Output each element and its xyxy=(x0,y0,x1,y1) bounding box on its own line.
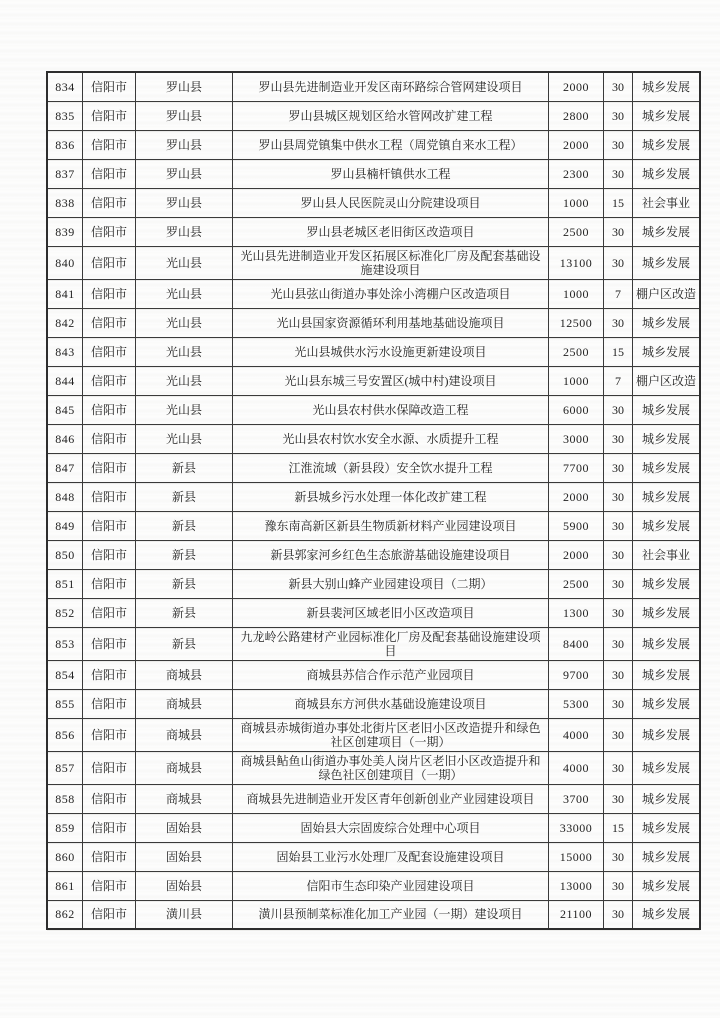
city-cell: 信阳市 xyxy=(83,813,136,842)
table-row xyxy=(47,337,700,366)
amount-cell: 5900 xyxy=(549,511,604,540)
project-cell: 罗山县人民医院灵山分院建设项目 xyxy=(233,188,549,217)
amount-cell: 5300 xyxy=(549,689,604,718)
city-cell: 信阳市 xyxy=(83,246,136,279)
county-cell: 罗山县 xyxy=(136,130,233,159)
county-cell: 商城县 xyxy=(136,784,233,813)
percent-cell: 30 xyxy=(604,482,633,511)
seq-cell: 835 xyxy=(47,101,83,130)
county-cell: 新县 xyxy=(136,598,233,627)
county-cell: 光山县 xyxy=(136,246,233,279)
county-cell: 罗山县 xyxy=(136,101,233,130)
percent-cell: 15 xyxy=(604,337,633,366)
table-row xyxy=(47,627,700,660)
category-cell: 城乡发展 xyxy=(633,72,701,101)
city-cell: 信阳市 xyxy=(83,72,136,101)
seq-cell: 855 xyxy=(47,689,83,718)
table-row xyxy=(47,279,700,308)
category-cell: 城乡发展 xyxy=(633,569,701,598)
city-cell: 信阳市 xyxy=(83,540,136,569)
county-cell: 罗山县 xyxy=(136,188,233,217)
amount-cell: 2300 xyxy=(549,159,604,188)
city-cell: 信阳市 xyxy=(83,784,136,813)
project-cell: 罗山县城区规划区给水管网改扩建工程 xyxy=(233,101,549,130)
project-cell: 新县大别山蜂产业园建设项目（二期） xyxy=(233,569,549,598)
amount-cell: 33000 xyxy=(549,813,604,842)
percent-cell: 30 xyxy=(604,395,633,424)
table-row xyxy=(47,308,700,337)
category-cell: 城乡发展 xyxy=(633,482,701,511)
amount-cell: 13000 xyxy=(549,871,604,900)
category-cell: 城乡发展 xyxy=(633,130,701,159)
table-row xyxy=(47,424,700,453)
amount-cell: 2000 xyxy=(549,540,604,569)
category-cell: 城乡发展 xyxy=(633,308,701,337)
project-cell: 光山县农村饮水安全水源、水质提升工程 xyxy=(233,424,549,453)
county-cell: 新县 xyxy=(136,453,233,482)
city-cell: 信阳市 xyxy=(83,308,136,337)
project-cell: 潢川县预制菜标准化加工产业园（一期）建设项目 xyxy=(233,900,549,929)
category-cell: 社会事业 xyxy=(633,188,701,217)
category-cell: 城乡发展 xyxy=(633,751,701,784)
amount-cell: 1000 xyxy=(549,279,604,308)
percent-cell: 30 xyxy=(604,308,633,337)
city-cell: 信阳市 xyxy=(83,598,136,627)
percent-cell: 30 xyxy=(604,689,633,718)
category-cell: 城乡发展 xyxy=(633,159,701,188)
project-cell: 罗山县周党镇集中供水工程（周党镇自来水工程） xyxy=(233,130,549,159)
amount-cell: 9700 xyxy=(549,660,604,689)
table-row xyxy=(47,813,700,842)
percent-cell: 7 xyxy=(604,366,633,395)
percent-cell: 30 xyxy=(604,246,633,279)
project-cell: 商城县东方河供水基础设施建设项目 xyxy=(233,689,549,718)
seq-cell: 836 xyxy=(47,130,83,159)
project-cell: 九龙岭公路建材产业园标准化厂房及配套基础设施建设项目 xyxy=(233,627,549,660)
project-cell: 罗山县楠杆镇供水工程 xyxy=(233,159,549,188)
percent-cell: 30 xyxy=(604,540,633,569)
city-cell: 信阳市 xyxy=(83,627,136,660)
seq-cell: 845 xyxy=(47,395,83,424)
category-cell: 城乡发展 xyxy=(633,424,701,453)
seq-cell: 859 xyxy=(47,813,83,842)
category-cell: 城乡发展 xyxy=(633,660,701,689)
amount-cell: 6000 xyxy=(549,395,604,424)
seq-cell: 854 xyxy=(47,660,83,689)
percent-cell: 7 xyxy=(604,279,633,308)
seq-cell: 848 xyxy=(47,482,83,511)
percent-cell: 30 xyxy=(604,871,633,900)
county-cell: 光山县 xyxy=(136,424,233,453)
seq-cell: 842 xyxy=(47,308,83,337)
city-cell: 信阳市 xyxy=(83,217,136,246)
percent-cell: 30 xyxy=(604,718,633,751)
county-cell: 新县 xyxy=(136,511,233,540)
project-list-table xyxy=(46,71,701,930)
amount-cell: 1000 xyxy=(549,188,604,217)
amount-cell: 21100 xyxy=(549,900,604,929)
county-cell: 光山县 xyxy=(136,337,233,366)
amount-cell: 2500 xyxy=(549,569,604,598)
project-cell: 光山县城供水污水设施更新建设项目 xyxy=(233,337,549,366)
percent-cell: 30 xyxy=(604,751,633,784)
table-row xyxy=(47,395,700,424)
category-cell: 棚户区改造 xyxy=(633,279,701,308)
city-cell: 信阳市 xyxy=(83,660,136,689)
category-cell: 城乡发展 xyxy=(633,871,701,900)
percent-cell: 30 xyxy=(604,453,633,482)
project-cell: 罗山县老城区老旧街区改造项目 xyxy=(233,217,549,246)
project-cell: 信阳市生态印染产业园建设项目 xyxy=(233,871,549,900)
percent-cell: 30 xyxy=(604,660,633,689)
percent-cell: 30 xyxy=(604,217,633,246)
seq-cell: 849 xyxy=(47,511,83,540)
percent-cell: 30 xyxy=(604,627,633,660)
category-cell: 城乡发展 xyxy=(633,784,701,813)
county-cell: 商城县 xyxy=(136,689,233,718)
percent-cell: 30 xyxy=(604,900,633,929)
percent-cell: 30 xyxy=(604,511,633,540)
county-cell: 新县 xyxy=(136,482,233,511)
table-row xyxy=(47,72,700,101)
table-row xyxy=(47,689,700,718)
city-cell: 信阳市 xyxy=(83,751,136,784)
county-cell: 商城县 xyxy=(136,718,233,751)
category-cell: 城乡发展 xyxy=(633,718,701,751)
percent-cell: 30 xyxy=(604,569,633,598)
seq-cell: 838 xyxy=(47,188,83,217)
category-cell: 城乡发展 xyxy=(633,101,701,130)
county-cell: 光山县 xyxy=(136,308,233,337)
project-cell: 光山县国家资源循环利用基地基础设施项目 xyxy=(233,308,549,337)
county-cell: 罗山县 xyxy=(136,159,233,188)
seq-cell: 857 xyxy=(47,751,83,784)
percent-cell: 30 xyxy=(604,130,633,159)
seq-cell: 839 xyxy=(47,217,83,246)
city-cell: 信阳市 xyxy=(83,424,136,453)
seq-cell: 858 xyxy=(47,784,83,813)
table-row xyxy=(47,751,700,784)
table-row xyxy=(47,660,700,689)
project-cell: 固始县工业污水处理厂及配套设施建设项目 xyxy=(233,842,549,871)
project-list-table-body xyxy=(47,72,700,929)
amount-cell: 3700 xyxy=(549,784,604,813)
category-cell: 城乡发展 xyxy=(633,246,701,279)
amount-cell: 3000 xyxy=(549,424,604,453)
table-row xyxy=(47,217,700,246)
project-cell: 豫东南高新区新县生物质新材料产业园建设项目 xyxy=(233,511,549,540)
city-cell: 信阳市 xyxy=(83,482,136,511)
city-cell: 信阳市 xyxy=(83,130,136,159)
project-cell: 江淮流域（新县段）安全饮水提升工程 xyxy=(233,453,549,482)
percent-cell: 15 xyxy=(604,813,633,842)
county-cell: 固始县 xyxy=(136,842,233,871)
seq-cell: 834 xyxy=(47,72,83,101)
seq-cell: 840 xyxy=(47,246,83,279)
seq-cell: 852 xyxy=(47,598,83,627)
project-cell: 商城县苏信合作示范产业园项目 xyxy=(233,660,549,689)
amount-cell: 2800 xyxy=(549,101,604,130)
city-cell: 信阳市 xyxy=(83,453,136,482)
county-cell: 潢川县 xyxy=(136,900,233,929)
category-cell: 城乡发展 xyxy=(633,598,701,627)
project-cell: 新县裴河区域老旧小区改造项目 xyxy=(233,598,549,627)
category-cell: 城乡发展 xyxy=(633,842,701,871)
county-cell: 光山县 xyxy=(136,366,233,395)
table-row xyxy=(47,718,700,751)
project-cell: 光山县弦山街道办事处涂小湾棚户区改造项目 xyxy=(233,279,549,308)
category-cell: 城乡发展 xyxy=(633,453,701,482)
percent-cell: 15 xyxy=(604,188,633,217)
percent-cell: 30 xyxy=(604,72,633,101)
project-cell: 新县城乡污水处理一体化改扩建工程 xyxy=(233,482,549,511)
percent-cell: 30 xyxy=(604,424,633,453)
city-cell: 信阳市 xyxy=(83,689,136,718)
project-cell: 商城县先进制造业开发区青年创新创业产业园建设项目 xyxy=(233,784,549,813)
table-row xyxy=(47,130,700,159)
seq-cell: 860 xyxy=(47,842,83,871)
category-cell: 城乡发展 xyxy=(633,217,701,246)
amount-cell: 7700 xyxy=(549,453,604,482)
seq-cell: 844 xyxy=(47,366,83,395)
amount-cell: 1000 xyxy=(549,366,604,395)
county-cell: 光山县 xyxy=(136,279,233,308)
city-cell: 信阳市 xyxy=(83,159,136,188)
project-cell: 新县郭家河乡红色生态旅游基础设施建设项目 xyxy=(233,540,549,569)
city-cell: 信阳市 xyxy=(83,395,136,424)
amount-cell: 2000 xyxy=(549,130,604,159)
amount-cell: 2500 xyxy=(549,217,604,246)
project-cell: 光山县先进制造业开发区拓展区标准化厂房及配套基础设施建设项目 xyxy=(233,246,549,279)
category-cell: 社会事业 xyxy=(633,540,701,569)
table-row xyxy=(47,540,700,569)
city-cell: 信阳市 xyxy=(83,188,136,217)
city-cell: 信阳市 xyxy=(83,718,136,751)
table-row xyxy=(47,511,700,540)
percent-cell: 30 xyxy=(604,842,633,871)
city-cell: 信阳市 xyxy=(83,511,136,540)
county-cell: 罗山县 xyxy=(136,217,233,246)
table-row xyxy=(47,842,700,871)
percent-cell: 30 xyxy=(604,101,633,130)
category-cell: 城乡发展 xyxy=(633,900,701,929)
city-cell: 信阳市 xyxy=(83,101,136,130)
category-cell: 城乡发展 xyxy=(633,813,701,842)
project-cell: 光山县农村供水保障改造工程 xyxy=(233,395,549,424)
city-cell: 信阳市 xyxy=(83,871,136,900)
county-cell: 商城县 xyxy=(136,660,233,689)
table-row xyxy=(47,366,700,395)
seq-cell: 843 xyxy=(47,337,83,366)
percent-cell: 30 xyxy=(604,598,633,627)
table-row xyxy=(47,871,700,900)
project-cell: 商城县鲇鱼山街道办事处美人岗片区老旧小区改造提升和绿色社区创建项目（一期） xyxy=(233,751,549,784)
project-cell: 固始县大宗固废综合处理中心项目 xyxy=(233,813,549,842)
seq-cell: 853 xyxy=(47,627,83,660)
amount-cell: 4000 xyxy=(549,751,604,784)
seq-cell: 847 xyxy=(47,453,83,482)
project-cell: 罗山县先进制造业开发区南环路综合管网建设项目 xyxy=(233,72,549,101)
seq-cell: 851 xyxy=(47,569,83,598)
county-cell: 新县 xyxy=(136,569,233,598)
table-row xyxy=(47,784,700,813)
table-row xyxy=(47,900,700,929)
county-cell: 罗山县 xyxy=(136,72,233,101)
table-row xyxy=(47,569,700,598)
city-cell: 信阳市 xyxy=(83,337,136,366)
percent-cell: 30 xyxy=(604,159,633,188)
amount-cell: 15000 xyxy=(549,842,604,871)
category-cell: 城乡发展 xyxy=(633,627,701,660)
table-row xyxy=(47,159,700,188)
category-cell: 棚户区改造 xyxy=(633,366,701,395)
amount-cell: 2000 xyxy=(549,482,604,511)
amount-cell: 12500 xyxy=(549,308,604,337)
table-row xyxy=(47,188,700,217)
city-cell: 信阳市 xyxy=(83,569,136,598)
category-cell: 城乡发展 xyxy=(633,511,701,540)
project-cell: 商城县赤城街道办事处北街片区老旧小区改造提升和绿色社区创建项目（一期） xyxy=(233,718,549,751)
city-cell: 信阳市 xyxy=(83,842,136,871)
amount-cell: 8400 xyxy=(549,627,604,660)
seq-cell: 856 xyxy=(47,718,83,751)
percent-cell: 30 xyxy=(604,784,633,813)
category-cell: 城乡发展 xyxy=(633,337,701,366)
table-row xyxy=(47,453,700,482)
amount-cell: 4000 xyxy=(549,718,604,751)
seq-cell: 862 xyxy=(47,900,83,929)
county-cell: 商城县 xyxy=(136,751,233,784)
amount-cell: 2500 xyxy=(549,337,604,366)
seq-cell: 846 xyxy=(47,424,83,453)
category-cell: 城乡发展 xyxy=(633,395,701,424)
amount-cell: 1300 xyxy=(549,598,604,627)
city-cell: 信阳市 xyxy=(83,366,136,395)
project-cell: 光山县东城三号安置区(城中村)建设项目 xyxy=(233,366,549,395)
county-cell: 新县 xyxy=(136,540,233,569)
seq-cell: 861 xyxy=(47,871,83,900)
table-row xyxy=(47,246,700,279)
table-row xyxy=(47,101,700,130)
table-row xyxy=(47,482,700,511)
seq-cell: 850 xyxy=(47,540,83,569)
seq-cell: 837 xyxy=(47,159,83,188)
county-cell: 固始县 xyxy=(136,871,233,900)
city-cell: 信阳市 xyxy=(83,900,136,929)
amount-cell: 2000 xyxy=(549,72,604,101)
city-cell: 信阳市 xyxy=(83,279,136,308)
category-cell: 城乡发展 xyxy=(633,689,701,718)
table-row xyxy=(47,598,700,627)
seq-cell: 841 xyxy=(47,279,83,308)
county-cell: 新县 xyxy=(136,627,233,660)
county-cell: 光山县 xyxy=(136,395,233,424)
amount-cell: 13100 xyxy=(549,246,604,279)
county-cell: 固始县 xyxy=(136,813,233,842)
